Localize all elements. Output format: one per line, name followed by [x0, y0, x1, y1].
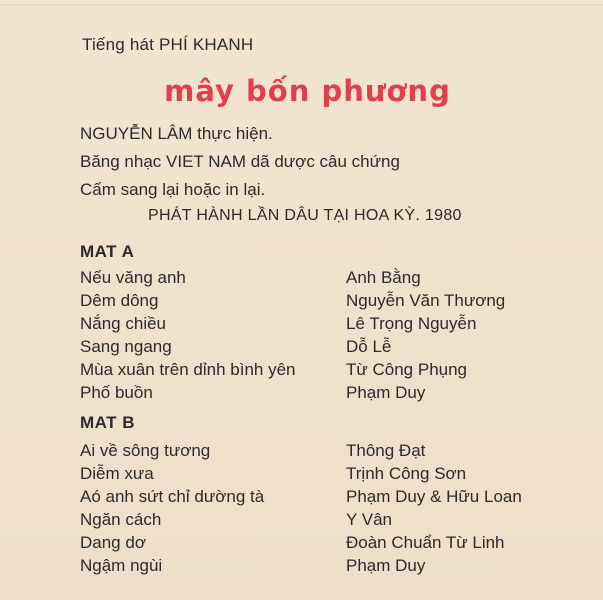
singer-line: Tiếng hát PHÍ KHANH	[82, 35, 254, 54]
song-composer: Dỗ Lễ	[346, 337, 392, 356]
side-a-label: MAT A	[80, 242, 135, 261]
track-row	[80, 487, 580, 510]
credit-line: Băng nhạc VIET NAM dã dược câu chứng	[80, 152, 400, 171]
song-title: Diễm xưa	[80, 464, 154, 483]
song-composer: Anh Bằng	[346, 268, 421, 287]
track-row	[80, 360, 580, 383]
track-row	[80, 337, 580, 360]
track-row	[80, 268, 580, 291]
song-title: Ai về sông tương	[80, 441, 211, 460]
song-composer: Lê Trọng Nguyễn	[346, 314, 477, 333]
release-line: PHÁT HÀNH LẦN DÂU TẠI HOA KỲ. 1980	[148, 207, 462, 224]
song-title: Ngậm ngùi	[80, 556, 163, 575]
song-title: Aó anh sứt chỉ dường tà	[80, 487, 265, 506]
track-row	[80, 383, 580, 406]
song-title: Phố buồn	[80, 383, 153, 402]
song-composer: Đoàn Chuẩn Từ Linh	[346, 533, 505, 552]
song-title: Sang ngang	[80, 337, 172, 356]
song-composer: Nguyễn Văn Thương	[346, 291, 506, 310]
song-title: Nắng chiều	[80, 314, 167, 333]
song-composer: Phạm Duy	[346, 383, 426, 402]
song-title: Nếu văng anh	[80, 268, 186, 287]
song-composer: Y Vân	[346, 510, 393, 529]
track-row	[80, 314, 580, 337]
track-row	[80, 441, 580, 464]
track-row	[80, 464, 580, 487]
song-title: Dang dơ	[80, 533, 146, 552]
credit-line: NGUYỄN LÂM thực hiện.	[80, 124, 273, 143]
song-title: Dêm dông	[80, 291, 159, 310]
song-composer: Trịnh Công Sơn	[346, 464, 467, 483]
track-row	[80, 556, 580, 579]
song-title: Ngăn cách	[80, 510, 162, 529]
song-composer: Phạm Duy	[346, 556, 426, 575]
side-b-label: MAT B	[80, 413, 136, 432]
track-row	[80, 510, 580, 533]
song-composer: Từ Công Phụng	[346, 360, 468, 379]
song-title: Mùa xuân trên dỉnh bình yên	[80, 360, 296, 379]
album-title: mây bốn phương	[164, 74, 451, 108]
track-row	[80, 291, 580, 314]
credit-line: Cấm sang lại hoặc in lại.	[80, 180, 266, 199]
fold-line	[0, 4, 603, 6]
track-row	[80, 533, 580, 556]
song-composer: Thông Đạt	[346, 441, 426, 460]
song-composer: Phạm Duy & Hữu Loan	[346, 487, 522, 506]
